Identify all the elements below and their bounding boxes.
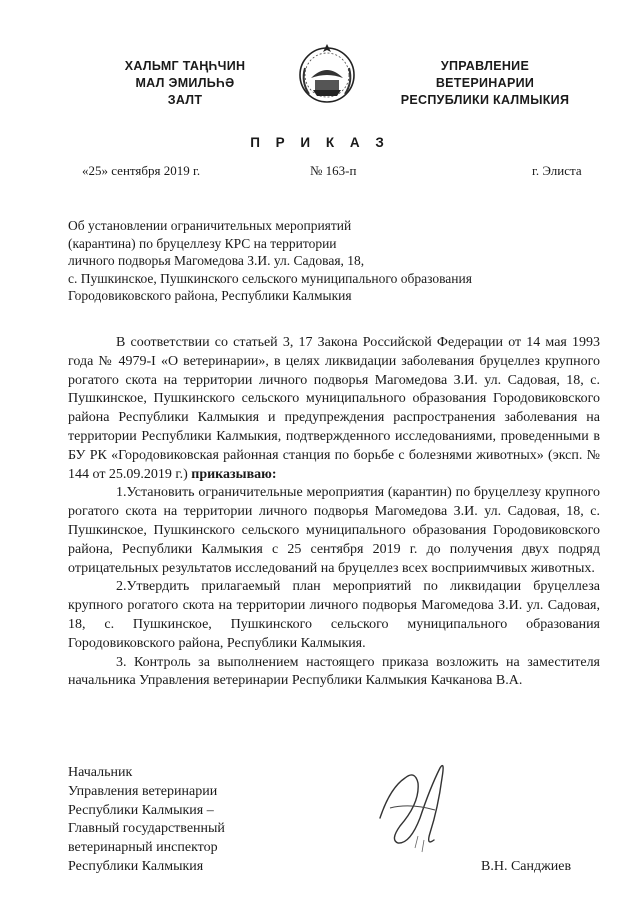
preamble-text: В соответствии со статьей 3, 17 Закона Российской Федерации от 14 мая 1993 года № 4979-I «О ветеринарии», в целях ликвидации заболевания бруцеллез крупного рогатого скота на территории личного подворья Магомедова З.И. ул. Садовая, 18, с. Пушкинское, Пушкинского сельского муниципального образования Городовиковского района Республики Калмыкия и предупреждения распространения заболевания на территории Республики Калмыкия, подтвержденного исследованиями, проведенными в БУ РК «Городовиковская районная станция по борьбе с болезнями животных» (эксп. № 144 от 25.09.2019 г.) xyxy=(68,335,600,482)
handwritten-signature xyxy=(360,748,470,858)
subject-line: с. Пушкинское, Пушкинского сельского муниципального образования xyxy=(68,270,472,286)
position-line: ветеринарный инспектор xyxy=(68,840,218,856)
order-word: приказываю: xyxy=(191,466,277,482)
header-left-line: ХАЛЬМГ ТАҢҺЧИН xyxy=(124,59,246,73)
position-line: Республики Калмыкия xyxy=(68,858,204,874)
order-date: «25» сентября 2019 г. xyxy=(82,163,201,178)
order-item: 3. Контроль за выполнением настоящего приказа возложить на заместителя начальника Управления ветеринарии Республики Калмыкия Качканова В.А. xyxy=(68,654,600,689)
header-left-line: ЗАЛТ xyxy=(167,93,203,107)
position-line: Начальник xyxy=(68,765,133,780)
order-body xyxy=(68,334,600,691)
document-title: П Р И К А З xyxy=(250,135,390,150)
order-item: 1.Установить ограничительные мероприятия (карантин) по бруцеллезу крупного рогатого скота на территории личного подворья Магомедова З.И. ул. Садовая, 18, с. Пушкинское, Пушкинского сельского муниципального образования Городовиковского района, Республики Калмыкия с 25 сентября 2019 г. до получения двух подряд отрицательных результатов исследований на бруцеллез всех восприимчивых животных. xyxy=(68,485,600,576)
signer-name: В.Н. Санджиев xyxy=(481,859,572,874)
signature-position xyxy=(68,764,288,877)
subject-line: Городовиковского района, Республики Калмыкия xyxy=(68,288,352,303)
kalmykia-coat-of-arms-icon xyxy=(297,38,357,112)
position-line: Республики Калмыкия – xyxy=(68,802,214,818)
order-number: № 163-п xyxy=(310,163,357,178)
header-right-line: УПРАВЛЕНИЕ xyxy=(440,59,530,73)
preamble-paragraph xyxy=(68,334,600,484)
header-left-line: МАЛ ЭМИЛЬҺӘ xyxy=(135,76,235,90)
header-right-line: РЕСПУБЛИКИ КАЛМЫКИЯ xyxy=(400,93,570,107)
position-line: Главный государственный xyxy=(68,821,225,837)
order-subject xyxy=(68,217,568,305)
header-left-org xyxy=(100,58,270,109)
header-right-line: ВЕТЕРИНАРИИ xyxy=(435,76,535,90)
order-item: 2.Утвердить прилагаемый план мероприятий по ликвидации бруцеллеза крупного рогатого скота на территории личного подворья Магомедова З.И. ул. Садовая, 18, с. Пушкинское, Пушкинского сельского муниципального образования Городовиковского района, Республики Калмыкия. xyxy=(68,579,600,651)
subject-line: (карантина) по бруцеллезу КРС на территории xyxy=(68,235,337,251)
position-line: Управления ветеринарии xyxy=(68,783,218,799)
subject-line: Об установлении ограничительных мероприятий xyxy=(68,218,352,233)
header-right-org xyxy=(385,58,585,109)
order-city: г. Элиста xyxy=(532,163,582,178)
subject-line: личного подворья Магомедова З.И. ул. Садовая, 18, xyxy=(68,253,365,268)
